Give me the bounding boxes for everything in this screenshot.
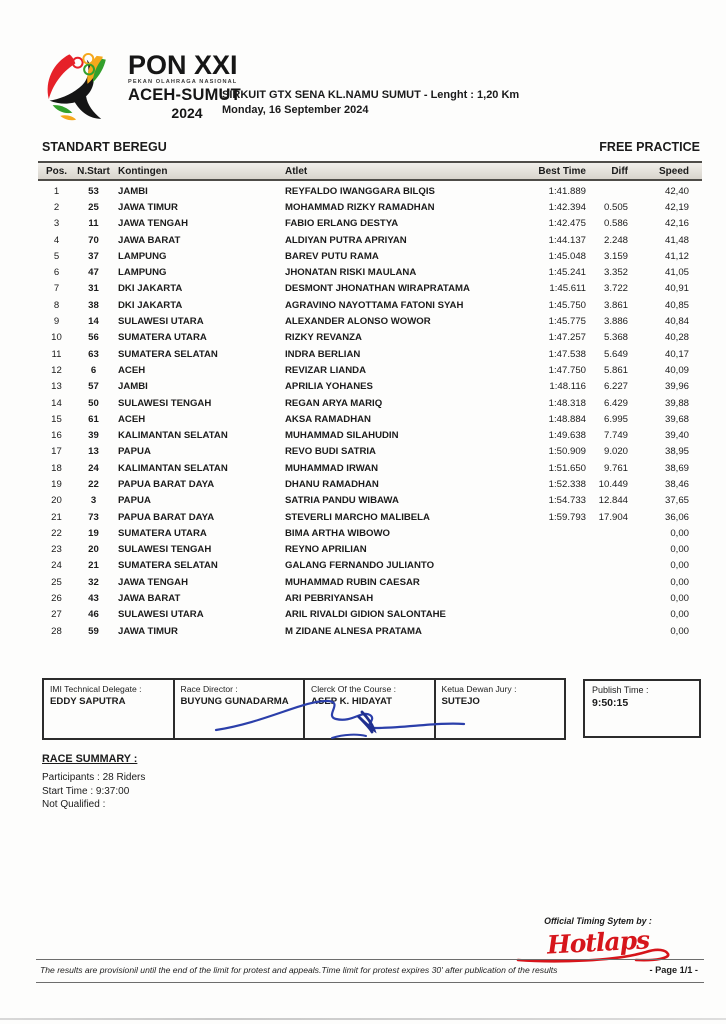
cell-pos: 18 — [51, 462, 62, 474]
official-cell-jury-chief — [436, 680, 565, 738]
cell-pos: 4 — [53, 234, 60, 246]
official-cell-race-director — [175, 680, 306, 738]
cell-nstart: 43 — [88, 593, 99, 605]
cell-pos: 7 — [53, 283, 60, 295]
cell-atlet: MOHAMMAD RIZKY RAMADHAN — [285, 201, 435, 213]
table-row — [38, 395, 702, 411]
cell-pos: 10 — [51, 332, 62, 344]
table-row — [38, 281, 702, 297]
cell-diff: 3.352 — [603, 267, 628, 279]
official-label: Ketua Dewan Jury : — [441, 684, 517, 694]
publish-time-label: Publish Time : — [592, 685, 649, 695]
cell-speed: 0,00 — [670, 625, 689, 637]
cell-nstart: 46 — [88, 609, 99, 621]
cell-nstart: 37 — [88, 250, 99, 262]
cell-pos: 3 — [53, 218, 60, 230]
not-qualified-line: Not Qualified : — [42, 799, 106, 810]
results-header — [38, 161, 702, 181]
table-row — [38, 444, 702, 460]
cell-diff: 2.248 — [603, 234, 628, 246]
cell-kontingen: ACEH — [118, 364, 146, 376]
cell-speed: 40,17 — [664, 348, 689, 360]
cell-atlet: JHONATAN RISKI MAULANA — [285, 267, 417, 279]
cell-pos: 12 — [51, 364, 62, 376]
cell-best: 1:48.884 — [548, 413, 586, 425]
cell-nstart: 24 — [88, 462, 99, 474]
logo-title: PON XXI — [128, 50, 238, 80]
cell-diff: 7.749 — [603, 430, 628, 442]
cell-nstart: 57 — [88, 381, 99, 393]
table-row — [38, 216, 702, 232]
cell-atlet: GALANG FERNANDO JULIANTO — [285, 560, 435, 572]
cell-kontingen: JAMBI — [118, 185, 148, 197]
cell-diff: 10.449 — [598, 478, 628, 490]
cell-atlet: REGAN ARYA MARIQ — [285, 397, 383, 409]
session-title: FREE PRACTICE — [599, 140, 700, 154]
cell-pos: 22 — [51, 527, 62, 539]
official-name: EDDY SAPUTRA — [50, 696, 126, 707]
cell-diff: 3.159 — [603, 250, 628, 262]
cell-pos: 8 — [53, 299, 60, 311]
table-row — [38, 509, 702, 525]
cell-kontingen: KALIMANTAN SELATAN — [118, 430, 228, 442]
cell-speed: 0,00 — [670, 527, 689, 539]
col-header-pos: Pos. — [45, 165, 68, 177]
cell-nstart: 56 — [88, 332, 99, 344]
cell-speed: 0,00 — [670, 544, 689, 556]
cell-speed: 42,40 — [664, 185, 689, 197]
cell-pos: 6 — [53, 267, 60, 279]
table-row — [38, 330, 702, 346]
cell-kontingen: DKI JAKARTA — [118, 299, 183, 311]
cell-diff: 0.505 — [603, 201, 628, 213]
cell-speed: 0,00 — [670, 609, 689, 621]
cell-atlet: INDRA BERLIAN — [285, 348, 361, 360]
cell-kontingen: JAWA TIMUR — [118, 201, 178, 213]
cell-pos: 11 — [51, 348, 62, 360]
start-time-line: Start Time : 9:37:00 — [42, 785, 130, 797]
cell-diff: 5.368 — [603, 332, 628, 344]
cell-nstart: 13 — [88, 446, 99, 458]
table-row — [38, 232, 702, 248]
cell-atlet: AGRAVINO NAYOTTAMA FATONI SYAH — [285, 299, 464, 311]
table-row — [38, 411, 702, 427]
cell-speed: 0,00 — [670, 576, 689, 588]
cell-kontingen: JAWA BARAT — [118, 234, 181, 246]
cell-best: 1:47.750 — [548, 364, 586, 376]
cell-speed: 0,00 — [670, 593, 689, 605]
cell-nstart: 22 — [88, 478, 99, 490]
cell-nstart: 39 — [88, 430, 99, 442]
col-header-atlet: Atlet — [285, 165, 308, 177]
cell-pos: 1 — [53, 185, 60, 197]
disclaimer-text: The results are provisionil until the end of the limit for protest and appeals.Time limit for protest expires 30' after publication of the results — [40, 965, 558, 975]
scan-edge-artifact — [0, 1018, 726, 1020]
cell-nstart: 31 — [88, 283, 99, 295]
publish-time-value: 9:50:15 — [592, 697, 629, 709]
logo-subtitle: PEKAN OLAHRAGA NASIONAL — [128, 79, 238, 85]
table-row — [38, 183, 702, 199]
table-row — [38, 264, 702, 280]
cell-speed: 38,69 — [664, 462, 689, 474]
cell-best: 1:45.241 — [548, 267, 586, 279]
cell-diff: 5.649 — [603, 348, 628, 360]
cell-diff: 9.020 — [603, 446, 628, 458]
cell-atlet: ALDIYAN PUTRA APRIYAN — [285, 234, 407, 246]
cell-speed: 40,91 — [664, 283, 689, 295]
cell-best: 1:50.909 — [548, 446, 586, 458]
official-label: Race Director : — [180, 684, 238, 694]
cell-best: 1:51.650 — [548, 462, 586, 474]
cell-speed: 40,84 — [664, 316, 689, 328]
cell-best: 1:48.116 — [549, 381, 586, 393]
table-row — [38, 542, 702, 558]
pon-bird-logo-icon — [42, 52, 124, 128]
official-label: IMI Technical Delegate : — [50, 684, 142, 694]
cell-kontingen: ACEH — [118, 413, 146, 425]
table-row — [38, 362, 702, 378]
cell-pos: 14 — [51, 397, 62, 409]
cell-kontingen: SUMATERA SELATAN — [118, 560, 218, 572]
cell-speed: 40,09 — [664, 364, 689, 376]
logo-region: ACEH-SUMUT — [128, 86, 241, 104]
cell-atlet: MUHAMMAD RUBIN CAESAR — [285, 576, 420, 588]
cell-nstart: 53 — [88, 185, 99, 197]
cell-nstart: 63 — [88, 348, 99, 360]
cell-pos: 17 — [51, 446, 62, 458]
cell-kontingen: JAWA BARAT — [118, 593, 181, 605]
cell-kontingen: KALIMANTAN SELATAN — [118, 462, 228, 474]
cell-atlet: M ZIDANE ALNESA PRATAMA — [285, 625, 422, 637]
cell-kontingen: DKI JAKARTA — [118, 283, 183, 295]
table-row — [38, 427, 702, 443]
cell-atlet: REVO BUDI SATRIA — [285, 446, 376, 458]
cell-diff: 6.995 — [603, 413, 628, 425]
cell-diff: 3.861 — [603, 299, 628, 311]
official-label: Clerck Of the Course : — [311, 684, 397, 694]
table-row — [38, 607, 702, 623]
cell-diff: 3.722 — [603, 283, 628, 295]
cell-speed: 41,48 — [664, 234, 689, 246]
col-header-kontingen: Kontingen — [118, 165, 168, 177]
official-cell-technical-delegate — [44, 680, 175, 738]
participants-line: Participants : 28 Riders — [42, 772, 146, 783]
cell-pos: 15 — [51, 413, 62, 425]
cell-atlet: SATRIA PANDU WIBAWA — [285, 495, 399, 507]
cell-nstart: 38 — [88, 299, 99, 311]
cell-pos: 9 — [53, 316, 60, 328]
hotlaps-logo-text: Hotlaps — [546, 925, 650, 960]
cell-nstart: 73 — [88, 511, 99, 523]
cell-best: 1:49.638 — [548, 430, 586, 442]
cell-speed: 37,65 — [664, 495, 689, 507]
table-row — [38, 623, 702, 639]
circuit-name: SIRKUIT GTX SENA KL.NAMU SUMUT - Lenght : 1,20 Km — [222, 89, 520, 101]
cell-atlet: RIZKY REVANZA — [285, 332, 362, 344]
cell-best: 1:45.750 — [548, 299, 586, 311]
official-name: SUTEJO — [441, 696, 480, 707]
col-header-best-time: Best Time — [538, 165, 586, 177]
table-row — [38, 313, 702, 329]
table-row — [38, 346, 702, 362]
cell-kontingen: JAWA TENGAH — [118, 218, 189, 230]
table-row — [38, 199, 702, 215]
cell-speed: 41,05 — [664, 267, 689, 279]
cell-atlet: MUHAMMAD SILAHUDIN — [285, 430, 399, 442]
hotlaps-logo — [498, 925, 698, 962]
cell-atlet: STEVERLI MARCHO MALIBELA — [285, 511, 430, 523]
cell-speed: 38,46 — [664, 478, 689, 490]
cell-best: 1:42.394 — [548, 201, 586, 213]
cell-speed: 42,16 — [664, 218, 689, 230]
cell-speed: 39,40 — [664, 430, 689, 442]
cell-atlet: AKSA RAMADHAN — [285, 413, 371, 425]
cell-speed: 38,95 — [664, 446, 689, 458]
cell-speed: 39,68 — [664, 413, 689, 425]
cell-best: 1:48.318 — [548, 397, 586, 409]
official-name: BUYUNG GUNADARMA — [180, 696, 289, 707]
cell-speed: 39,96 — [664, 381, 689, 393]
cell-pos: 13 — [51, 381, 62, 393]
cell-kontingen: SULAWESI UTARA — [118, 609, 204, 621]
cell-speed: 0,00 — [670, 560, 689, 572]
cell-nstart: 50 — [88, 397, 99, 409]
cell-diff: 17.904 — [598, 511, 628, 523]
official-name: ASEP K. HIDAYAT — [311, 696, 393, 707]
table-row — [38, 574, 702, 590]
cell-nstart: 19 — [88, 527, 99, 539]
cell-atlet: REYNO APRILIAN — [285, 544, 367, 556]
cell-nstart: 21 — [88, 560, 99, 572]
table-row — [38, 525, 702, 541]
cell-atlet: DESMONT JHONATHAN WIRAPRATAMA — [285, 283, 470, 295]
cell-kontingen: JAMBI — [118, 381, 148, 393]
cell-kontingen: PAPUA BARAT DAYA — [118, 511, 215, 523]
cell-atlet: ARIL RIVALDI GIDION SALONTAHE — [285, 609, 446, 621]
cell-atlet: DHANU RAMADHAN — [285, 478, 379, 490]
cell-kontingen: SULAWESI TENGAH — [118, 397, 212, 409]
cell-kontingen: PAPUA — [118, 495, 151, 507]
cell-pos: 26 — [51, 593, 62, 605]
table-row — [38, 493, 702, 509]
event-info — [222, 88, 642, 118]
cell-nstart: 59 — [88, 625, 99, 637]
cell-speed: 36,06 — [664, 511, 689, 523]
table-row — [38, 379, 702, 395]
cell-nstart: 32 — [88, 576, 99, 588]
cell-pos: 21 — [51, 511, 62, 523]
cell-speed: 40,85 — [664, 299, 689, 311]
cell-best: 1:54.733 — [548, 495, 586, 507]
publish-time-box — [583, 679, 701, 738]
cell-atlet: ALEXANDER ALONSO WOWOR — [285, 316, 431, 328]
col-header-speed: Speed — [658, 165, 689, 177]
race-summary — [42, 753, 145, 812]
cell-pos: 19 — [51, 478, 62, 490]
cell-atlet: MUHAMMAD IRWAN — [285, 462, 379, 474]
official-cell-clerk-of-course — [305, 680, 436, 738]
footer-band — [36, 959, 704, 983]
table-row — [38, 460, 702, 476]
cell-atlet: BIMA ARTHA WIBOWO — [285, 527, 390, 539]
cell-atlet: FABIO ERLANG DESTYA — [285, 218, 399, 230]
cell-atlet: REVIZAR LIANDA — [285, 364, 367, 376]
cell-kontingen: SULAWESI TENGAH — [118, 544, 212, 556]
race-summary-title: RACE SUMMARY : — [42, 753, 138, 765]
timing-system-block — [498, 916, 698, 962]
cell-speed: 39,88 — [664, 397, 689, 409]
cell-nstart: 25 — [88, 201, 99, 213]
cell-nstart: 47 — [88, 267, 99, 279]
cell-nstart: 11 — [88, 218, 99, 230]
cell-speed: 41,12 — [664, 250, 689, 262]
cell-kontingen: JAWA TIMUR — [118, 625, 178, 637]
cell-nstart: 3 — [90, 495, 97, 507]
table-row — [38, 297, 702, 313]
cell-pos: 24 — [51, 560, 62, 572]
cell-kontingen: LAMPUNG — [118, 267, 167, 279]
cell-kontingen: LAMPUNG — [118, 250, 167, 262]
cell-best: 1:45.611 — [549, 283, 586, 295]
cell-nstart: 14 — [88, 316, 99, 328]
cell-diff: 12.844 — [598, 495, 628, 507]
cell-nstart: 70 — [88, 234, 99, 246]
cell-best: 1:47.257 — [548, 332, 586, 344]
cell-diff: 6.227 — [603, 381, 628, 393]
cell-atlet: REYFALDO IWANGGARA BILQIS — [285, 185, 435, 197]
officials-table — [42, 678, 566, 740]
cell-kontingen: SUMATERA SELATAN — [118, 348, 218, 360]
col-header-nstart: N.Start — [77, 165, 110, 177]
cell-speed: 40,28 — [664, 332, 689, 344]
table-row — [38, 558, 702, 574]
cell-best: 1:44.137 — [548, 234, 586, 246]
cell-kontingen: SUMATERA UTARA — [118, 332, 207, 344]
category-title: STANDART BEREGU — [42, 140, 167, 154]
cell-best: 1:45.775 — [548, 316, 586, 328]
logo-year: 2024 — [171, 105, 203, 121]
cell-pos: 5 — [53, 250, 60, 262]
cell-atlet: BAREV PUTU RAMA — [285, 250, 379, 262]
cell-diff: 9.761 — [603, 462, 628, 474]
timing-system-label: Official Timing Sytem by : — [544, 916, 652, 926]
cell-pos: 25 — [51, 576, 62, 588]
cell-best: 1:45.048 — [548, 250, 586, 262]
table-row — [38, 476, 702, 492]
cell-nstart: 61 — [88, 413, 99, 425]
cell-best: 1:59.793 — [548, 511, 586, 523]
cell-nstart: 20 — [88, 544, 99, 556]
cell-best: 1:41.889 — [548, 185, 586, 197]
event-date: Monday, 16 September 2024 — [222, 104, 369, 116]
cell-pos: 20 — [51, 495, 62, 507]
cell-kontingen: JAWA TENGAH — [118, 576, 189, 588]
cell-kontingen: SUMATERA UTARA — [118, 527, 207, 539]
cell-kontingen: SULAWESI UTARA — [118, 316, 204, 328]
cell-kontingen: PAPUA — [118, 446, 151, 458]
cell-best: 1:42.475 — [548, 218, 586, 230]
cell-atlet: ARI PEBRIYANSAH — [285, 593, 374, 605]
results-rows — [38, 183, 702, 639]
cell-diff: 5.861 — [603, 364, 628, 376]
col-header-diff: Diff — [611, 165, 628, 177]
cell-nstart: 6 — [90, 364, 97, 376]
table-row — [38, 248, 702, 264]
cell-diff: 6.429 — [603, 397, 628, 409]
cell-best: 1:47.538 — [548, 348, 586, 360]
cell-pos: 28 — [51, 625, 62, 637]
page-number: - Page 1/1 - — [649, 965, 698, 975]
cell-pos: 16 — [51, 430, 62, 442]
cell-pos: 2 — [53, 201, 60, 213]
cell-pos: 23 — [51, 544, 62, 556]
cell-best: 1:52.338 — [548, 478, 586, 490]
cell-pos: 27 — [51, 609, 62, 621]
cell-speed: 42,19 — [664, 201, 689, 213]
table-row — [38, 590, 702, 606]
cell-atlet: APRILIA YOHANES — [285, 381, 373, 393]
cell-kontingen: PAPUA BARAT DAYA — [118, 478, 215, 490]
cell-diff: 0.586 — [603, 218, 628, 230]
cell-diff: 3.886 — [603, 316, 628, 328]
